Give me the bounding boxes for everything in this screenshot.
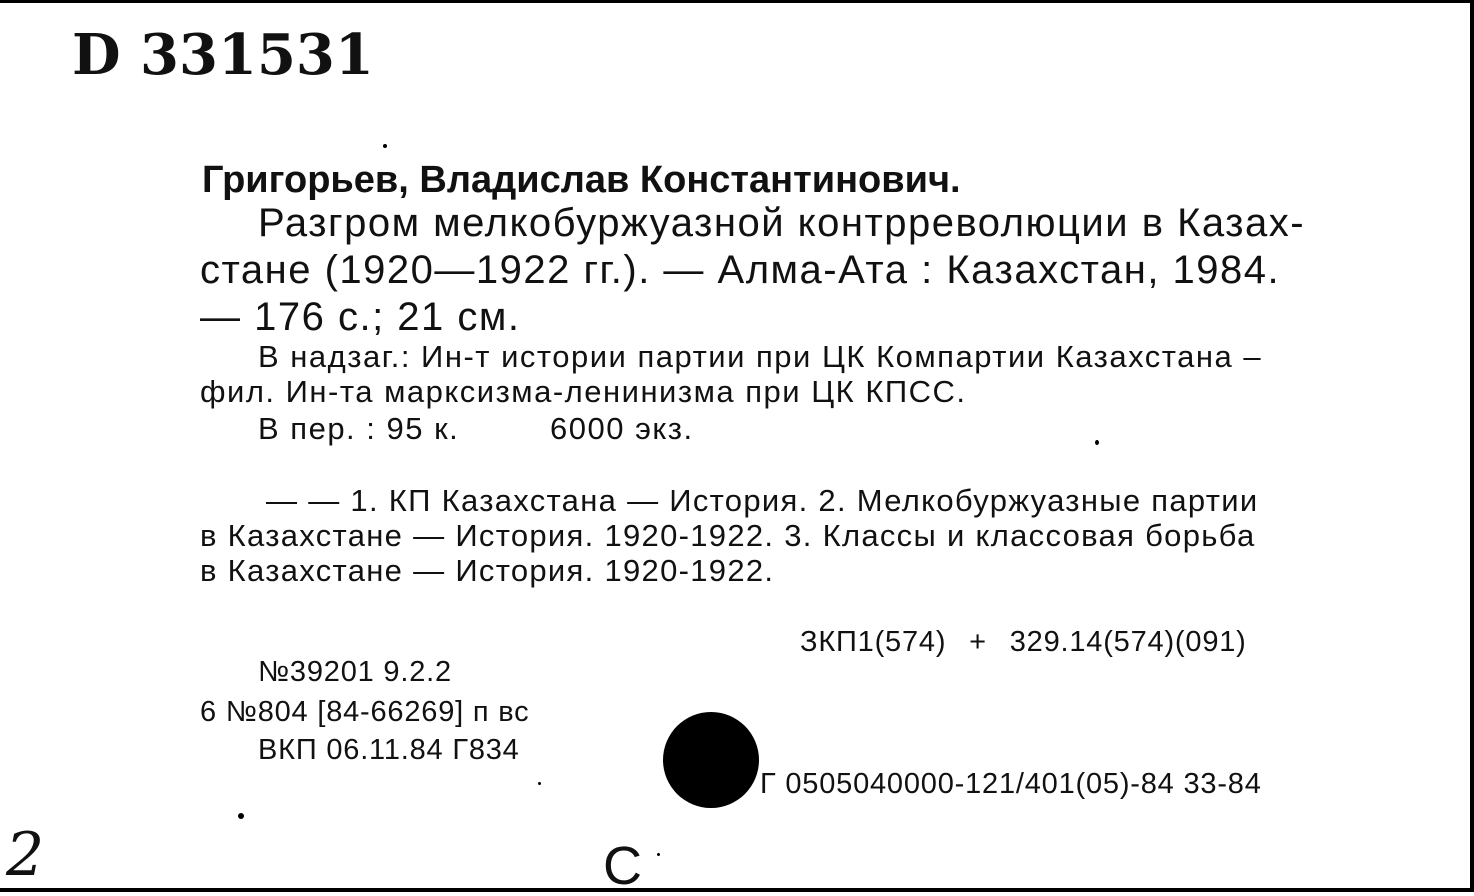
title-line-1: Разгром мелкобуржуазной контрреволюции в Казах- [258,201,1306,245]
copies-note: 6000 экз. [550,411,694,446]
subject-line-2: в Казахстане — История. 1920-1922. 3. Классы и классовая борьба [200,518,1256,553]
author-heading: Григорьев, Владислав Константинович. [202,159,961,201]
order-line-1: №39201 9.2.2 [258,656,452,688]
speck [383,144,387,148]
speck [657,853,660,856]
subject-line-3: в Казахстане — История. 1920-1922. [200,553,775,588]
note-line-1: В надзаг.: Ин-т истории партии при ЦК Компартии Казахстана – [258,339,1263,374]
order-line-2: 6 №804 [84-66269] п вс [200,696,530,728]
code-line: Г 0505040000-121/401(05)-84 33-84 [760,768,1262,800]
speck [538,782,541,785]
classification-index: ЗКП1(574) + 329.14(574)(091) [800,626,1247,658]
speck [238,813,244,819]
price-note: В пер. : 95 к. [258,411,460,446]
subject-line-1: — — 1. КП Казахстана — История. 2. Мелкобуржуазные партии [266,483,1259,518]
speck [1095,440,1099,445]
title-line-2: стане (1920—1922 гг.). — Алма-Ата : Казахстан, 1984. [200,248,1281,292]
order-line-3: ВКП 06.11.84 Г834 [258,734,520,766]
title-line-3: — 176 с.; 21 см. [200,295,521,339]
corner-letter: С [603,836,642,896]
note-line-2: фил. Ин-та марксизма-ленинизма при ЦК КПСС. [200,374,967,409]
punch-hole [663,712,759,808]
shelf-mark: D 331531 [72,22,374,88]
handwritten-mark: 2 [6,820,45,890]
